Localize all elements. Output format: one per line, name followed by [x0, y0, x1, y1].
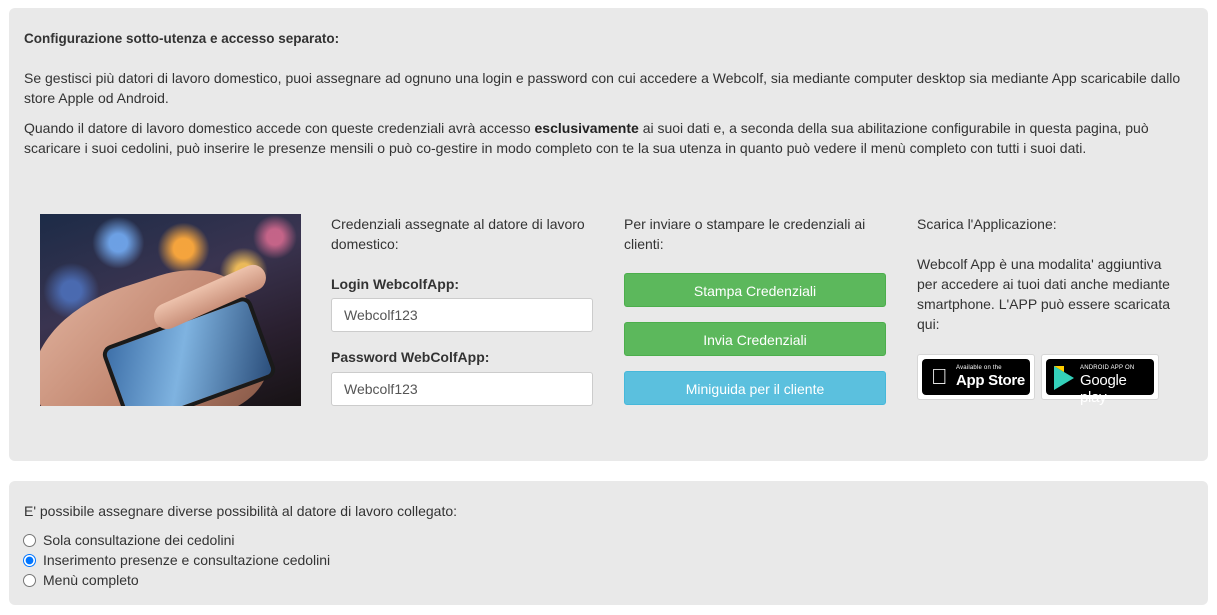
permission-label-3: Menù completo [43, 572, 139, 588]
permissions-panel [9, 481, 1208, 605]
permission-option-attendance[interactable] [23, 550, 330, 570]
credentials-title: Credenziali assegnate al datore di lavoro domestico: [331, 216, 585, 252]
smartphone-photo [40, 214, 301, 406]
permission-option-view-payslips[interactable] [23, 530, 234, 550]
permissions-title: E' possibile assegnare diverse possibilità al datore di lavoro collegato: [24, 503, 458, 519]
google-play-small-text: ANDROID APP ON [1080, 365, 1135, 371]
config-paragraph-1: Se gestisci più datori di lavoro domestico, puoi assegnare ad ognuno una login e password con cui accedere a Webcolf, sia mediante computer desktop sia mediante App scaricabile dallo store Apple od Android. [24, 70, 1181, 106]
app-title: Scarica l'Applicazione: [917, 216, 1057, 232]
config-panel [9, 8, 1208, 461]
apple-icon [931, 364, 948, 390]
google-play-big-text: Google play [1080, 372, 1127, 406]
app-store-small-text: Available on the [956, 365, 1002, 371]
app-description: Webcolf App è una modalita' aggiuntiva per accedere ai tuoi dati anche mediante smartphone. L'APP può essere scaricata qui: [917, 256, 1170, 332]
password-label: Password WebColfApp: [331, 349, 490, 365]
login-input[interactable] [331, 298, 593, 332]
permission-option-full-menu[interactable] [23, 570, 139, 590]
permission-radio-2[interactable] [23, 554, 36, 567]
send-title: Per inviare o stampare le credenziali ai clienti: [624, 216, 866, 252]
app-column [917, 214, 1179, 406]
paragraph-2-end: ai suoi dati e, a seconda della sua abilitazione configurabile in questa pagina, può scaricare i suoi cedolini, può inserire le presenze mensili o può co-gestire in modo completo con te la sua utenza in quanto può vedere il menù completo con tutti i suoi dati. [24, 120, 1149, 156]
app-store-badge-inner [922, 359, 1030, 395]
permission-label-2: Inserimento presenze e consultazione cedolini [43, 552, 331, 568]
app-store-badge[interactable] [917, 354, 1035, 400]
permission-radio-1[interactable] [23, 534, 36, 547]
client-guide-button[interactable]: Miniguida per il cliente [624, 371, 886, 405]
paragraph-2-start: Quando il datore di lavoro domestico accede con queste credenziali avrà accesso [24, 120, 535, 136]
config-heading: Configurazione sotto-utenza e accesso separato: [24, 31, 340, 46]
permission-label-1: Sola consultazione dei cedolini [43, 532, 235, 548]
password-input[interactable] [331, 372, 593, 406]
app-store-big-text: App Store [956, 372, 1025, 389]
google-play-badge[interactable] [1041, 354, 1159, 406]
send-credentials-button[interactable]: Invia Credenziali [624, 322, 886, 356]
credentials-column [331, 214, 593, 365]
print-credentials-button[interactable]: Stampa Credenziali [624, 273, 886, 307]
google-play-icon-accent [1054, 366, 1064, 378]
google-play-badge-inner [1046, 359, 1154, 406]
paragraph-2-emphasis: esclusivamente [534, 120, 639, 136]
config-paragraph-2 [24, 118, 1194, 158]
permission-radio-3[interactable] [23, 574, 36, 587]
send-column [624, 214, 886, 397]
login-label: Login WebcolfApp: [331, 276, 460, 292]
